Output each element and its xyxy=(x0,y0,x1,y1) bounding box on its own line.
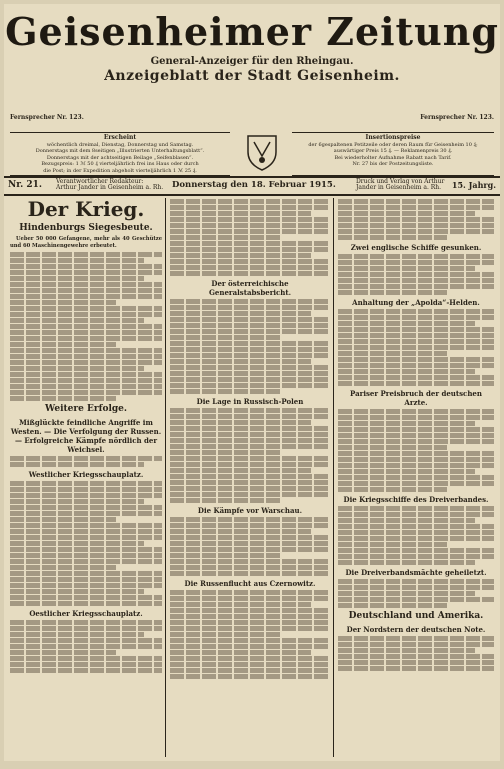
text-line xyxy=(338,223,494,228)
text-line xyxy=(338,278,494,283)
text-line xyxy=(170,590,330,595)
text-line xyxy=(338,421,475,426)
text-line xyxy=(338,554,494,559)
text-line xyxy=(170,468,311,473)
text-line xyxy=(170,565,330,570)
text-line xyxy=(10,529,162,534)
headline-apolda-helden: Anhaltung der „Apolda“-Helden. xyxy=(352,298,480,307)
text-line xyxy=(338,415,494,420)
text-line xyxy=(170,408,330,413)
text-line xyxy=(338,512,494,517)
text-line xyxy=(170,365,330,370)
issue-date: Donnerstag den 18. Februar 1915. xyxy=(172,180,336,190)
notice-left-line: Donnerstags mit dem 8seitigen „Illustrierten Unterhaltungsblatt“. xyxy=(35,148,205,154)
fernsprecher-right: Fernsprecher Nr. 123. xyxy=(420,114,494,121)
text-line xyxy=(170,235,282,240)
text-line xyxy=(170,241,330,246)
text-line xyxy=(338,579,494,584)
text-line xyxy=(10,547,162,552)
text-line xyxy=(338,542,447,547)
text-line xyxy=(338,211,475,216)
text-line xyxy=(10,378,162,383)
text-line xyxy=(170,353,330,358)
text-line xyxy=(170,341,330,346)
text-line xyxy=(170,650,311,655)
text-line xyxy=(338,666,494,671)
text-line xyxy=(338,524,494,529)
text-line xyxy=(170,553,282,558)
notice-right xyxy=(292,132,494,176)
text-line xyxy=(338,506,494,511)
text-line xyxy=(10,294,162,299)
text-line xyxy=(10,366,144,371)
newspaper-subtitle-2: Anzeigeblatt der Stadt Geisenheim. xyxy=(104,68,400,84)
text-line xyxy=(170,529,311,534)
text-line xyxy=(170,596,330,601)
notice-right-line: der 6gespaltenen Petitzeile oder deren Raum für Geisenheim 10 ₰; xyxy=(308,141,478,148)
notice-right-line: Bei wiederholter Aufnahme Rabatt nach Tarif. xyxy=(334,154,452,161)
text-line xyxy=(170,217,330,222)
text-line xyxy=(10,354,162,359)
text-line xyxy=(10,487,162,492)
headline-deutschland-amerika: Deutschland und Amerika. xyxy=(348,611,484,621)
text-line xyxy=(338,481,494,486)
text-line xyxy=(338,445,447,450)
text-line xyxy=(10,656,162,661)
text-line xyxy=(170,265,330,270)
text-line xyxy=(338,235,447,240)
text-line xyxy=(10,626,162,631)
text-line xyxy=(170,656,330,661)
text-line xyxy=(338,315,494,320)
text-line xyxy=(10,589,144,594)
text-line xyxy=(10,632,144,637)
text-line xyxy=(170,377,330,382)
text-line xyxy=(10,264,162,269)
text-line xyxy=(10,330,162,335)
text-line xyxy=(170,602,311,607)
text-line xyxy=(338,475,494,480)
text-line xyxy=(10,505,162,510)
text-line xyxy=(338,345,494,350)
text-line xyxy=(338,654,494,659)
text-line xyxy=(10,336,162,341)
text-line xyxy=(10,517,116,522)
text-line xyxy=(170,335,282,340)
notice-left-line: die Post; in der Expedition abgeholt vierteljährlich 1 ℳ 25 ₰. xyxy=(43,167,197,174)
notice-left-line: wöchentlich dreimal, Dienstag, Donnerstag und Samstag. xyxy=(46,141,194,148)
text-line xyxy=(10,276,144,281)
text-line xyxy=(10,390,162,395)
text-line xyxy=(10,384,162,389)
lead-paragraph: Ueber 50 000 Gefangene, mehr als 40 Geschütze und 60 Maschinengewehre erbeutet. xyxy=(10,236,162,249)
text-line xyxy=(338,591,475,596)
text-line xyxy=(338,597,494,602)
text-line xyxy=(170,456,330,461)
text-line xyxy=(338,339,494,344)
text-line xyxy=(338,560,475,565)
text-line xyxy=(170,474,330,479)
text-line xyxy=(338,321,475,326)
text-line xyxy=(338,229,494,234)
column-rule xyxy=(165,198,166,757)
text-line xyxy=(338,205,494,210)
text-line xyxy=(170,229,330,234)
text-line xyxy=(10,270,162,275)
text-line xyxy=(338,433,494,438)
text-line xyxy=(170,359,311,364)
text-line xyxy=(170,205,330,210)
headline-westlicher-schauplatz: Westlicher Kriegsschauplatz. xyxy=(28,470,144,479)
text-line xyxy=(10,644,162,649)
text-line xyxy=(338,381,494,386)
text-line xyxy=(10,396,116,401)
text-line xyxy=(338,327,494,332)
volume-year: 15. Jahrg. xyxy=(451,180,496,190)
text-line xyxy=(338,199,494,204)
text-line xyxy=(10,288,162,293)
text-line xyxy=(338,357,494,362)
text-line xyxy=(170,486,330,491)
text-line xyxy=(10,638,162,643)
text-line xyxy=(338,487,447,492)
text-line xyxy=(170,299,330,304)
headline-oesterreich-bericht: Der österreichische Generalstabsbericht. xyxy=(208,279,292,297)
text-line xyxy=(10,252,162,257)
text-line xyxy=(338,642,494,647)
text-line xyxy=(170,317,330,322)
text-line xyxy=(170,371,330,376)
text-line xyxy=(338,603,447,608)
text-line xyxy=(10,306,162,311)
text-line xyxy=(170,383,330,388)
text-line xyxy=(338,363,494,368)
headline-hindenburg: Hindenburgs Siegesbeute. xyxy=(19,223,153,233)
text-line xyxy=(10,511,162,516)
text-line xyxy=(170,329,330,334)
column-rule xyxy=(333,198,334,757)
column-2 xyxy=(170,198,330,757)
text-line xyxy=(170,420,311,425)
issue-number: Nr. 21. xyxy=(8,180,43,190)
text-line xyxy=(338,536,494,541)
text-line xyxy=(338,457,494,462)
text-line xyxy=(10,595,162,600)
text-line xyxy=(10,324,162,329)
text-line xyxy=(170,480,330,485)
text-line xyxy=(170,259,330,264)
printer-line: Druck und Verlag von Arthur Jander in Geisenheim a. Rh. xyxy=(356,178,445,191)
text-line xyxy=(338,548,494,553)
text-line xyxy=(10,348,162,353)
text-line xyxy=(170,323,330,328)
text-line xyxy=(10,360,162,365)
text-line xyxy=(338,636,494,641)
editor-line: Verantwortlicher Redakteur: Arthur Jander in Geisenheim a. Rh. xyxy=(56,178,164,191)
text-line xyxy=(338,260,494,265)
text-line xyxy=(170,426,330,431)
newspaper-title: Geisenheimer Zeitung xyxy=(5,9,499,54)
text-line xyxy=(170,638,330,643)
text-line xyxy=(170,271,330,276)
text-line xyxy=(10,456,162,461)
text-line xyxy=(170,498,282,503)
text-line xyxy=(10,318,144,323)
headline-oestlicher-schauplatz: Oestlicher Kriegsschauplatz. xyxy=(29,609,143,618)
text-line xyxy=(10,662,162,667)
newspaper-page xyxy=(4,4,500,761)
headline-lage-polen: Die Lage in Russisch-Polen xyxy=(196,397,304,406)
text-line xyxy=(338,530,494,535)
text-line xyxy=(10,523,162,528)
text-line xyxy=(170,199,330,204)
text-line xyxy=(170,668,330,673)
text-line xyxy=(170,247,330,252)
text-line xyxy=(338,217,494,222)
notice-left xyxy=(10,132,230,176)
text-line xyxy=(338,309,494,314)
text-line xyxy=(338,660,494,665)
text-line xyxy=(10,300,116,305)
text-line xyxy=(338,451,494,456)
headline-pariser-preisbruch: Pariser Preisbruch der deutschen Arzte. xyxy=(350,389,482,407)
text-line xyxy=(170,644,330,649)
text-line xyxy=(338,290,447,295)
text-line xyxy=(10,583,162,588)
headline-zwei-schiffe: Zwei englische Schiffe gesunken. xyxy=(350,243,482,252)
text-line xyxy=(170,444,330,449)
text-line xyxy=(10,668,162,673)
text-line xyxy=(338,518,475,523)
column-1 xyxy=(10,198,162,757)
text-line xyxy=(170,223,330,228)
text-line xyxy=(170,614,330,619)
text-line xyxy=(338,439,494,444)
masthead xyxy=(4,10,500,84)
text-line xyxy=(10,571,162,576)
text-line xyxy=(170,211,311,216)
notice-left-line: Bezugspreis: 1 ℳ 50 ₰ vierteljährlich frei ins Haus oder durch xyxy=(41,161,199,167)
text-line xyxy=(170,414,330,419)
text-line xyxy=(10,650,116,655)
text-line xyxy=(170,662,330,667)
text-line xyxy=(338,409,494,414)
text-line xyxy=(338,427,494,432)
text-line xyxy=(170,523,330,528)
text-line xyxy=(10,282,162,287)
text-line xyxy=(10,577,162,582)
text-line xyxy=(338,272,494,277)
newspaper-subtitle: General-Anzeiger für den Rheingau. xyxy=(150,56,354,67)
text-line xyxy=(338,266,475,271)
text-line xyxy=(10,312,162,317)
text-line xyxy=(10,541,144,546)
text-line xyxy=(170,305,330,310)
text-line xyxy=(170,559,330,564)
notice-right-head: Insertionspreise xyxy=(365,134,421,141)
text-line xyxy=(170,347,330,352)
notice-right-line: auswärtiger Preis 15 ₰. — Reklamenpreis 30 ₰. xyxy=(333,148,453,154)
text-line xyxy=(338,254,494,259)
text-line xyxy=(10,462,144,467)
text-line xyxy=(10,535,162,540)
headline-kaempfe-warschau: Die Kämpfe vor Warschau. xyxy=(197,506,303,515)
text-line xyxy=(170,535,330,540)
headline-der-krieg: Der Krieg. xyxy=(27,198,145,221)
notice-left-line: Donnerstags mit der achtseitigen Beilage „Seifenblasen“. xyxy=(46,154,194,161)
text-line xyxy=(10,601,162,606)
headline-nordstern: Der Nordstern der deutschen Note. xyxy=(346,625,486,634)
text-line xyxy=(10,553,162,558)
text-line xyxy=(170,311,311,316)
notice-left-head: Erscheint xyxy=(103,134,137,141)
text-line xyxy=(170,389,282,394)
text-line xyxy=(10,372,162,377)
text-line xyxy=(338,469,475,474)
text-line xyxy=(10,493,162,498)
fernsprecher-left: Fernsprecher Nr. 123. xyxy=(10,114,84,121)
text-line xyxy=(170,547,330,552)
text-line xyxy=(338,375,494,380)
text-line xyxy=(170,541,330,546)
text-line xyxy=(10,620,162,625)
text-line xyxy=(10,258,144,263)
text-line xyxy=(338,369,475,374)
text-line xyxy=(10,342,116,347)
notice-right-line: Nr. 27 bis der Postzeitungsliste. xyxy=(352,161,434,167)
text-line xyxy=(170,608,330,613)
text-line xyxy=(170,450,282,455)
text-line xyxy=(170,492,330,497)
text-line xyxy=(338,463,494,468)
text-line xyxy=(10,565,116,570)
headline-weitere-erfolge: Weitere Erfolge. xyxy=(44,404,128,414)
issue-info-bar xyxy=(4,176,500,196)
headline-russenflucht: Die Russenflucht aus Czernowitz. xyxy=(184,579,316,588)
text-line xyxy=(170,620,330,625)
text-line xyxy=(10,559,162,564)
text-line xyxy=(338,333,494,338)
headline-misslungene-angriffe: Mißglückte feindliche Angriffe im Westen. — Die Verfolgung der Russen. — Erfolgreiche Kämpfe nördlich der Weichsel. xyxy=(10,418,162,454)
text-line xyxy=(170,432,330,437)
text-line xyxy=(170,438,330,443)
headline-kriegsschiffe: Die Kriegsschiffe des Dreiverbandes. xyxy=(343,495,489,504)
text-line xyxy=(338,648,475,653)
coat-of-arms-icon xyxy=(240,132,284,172)
text-line xyxy=(338,284,494,289)
text-line xyxy=(170,517,330,522)
headline-dreiverband: Die Dreiverbandsmächte geheiletzt. xyxy=(345,568,487,577)
text-line xyxy=(338,351,447,356)
text-line xyxy=(170,626,330,631)
column-3 xyxy=(338,198,494,757)
text-line xyxy=(10,481,162,486)
text-line xyxy=(10,499,144,504)
text-line xyxy=(170,632,282,637)
text-line xyxy=(170,253,311,258)
text-line xyxy=(170,674,330,679)
text-line xyxy=(170,571,330,576)
text-line xyxy=(170,462,330,467)
text-line xyxy=(338,585,494,590)
